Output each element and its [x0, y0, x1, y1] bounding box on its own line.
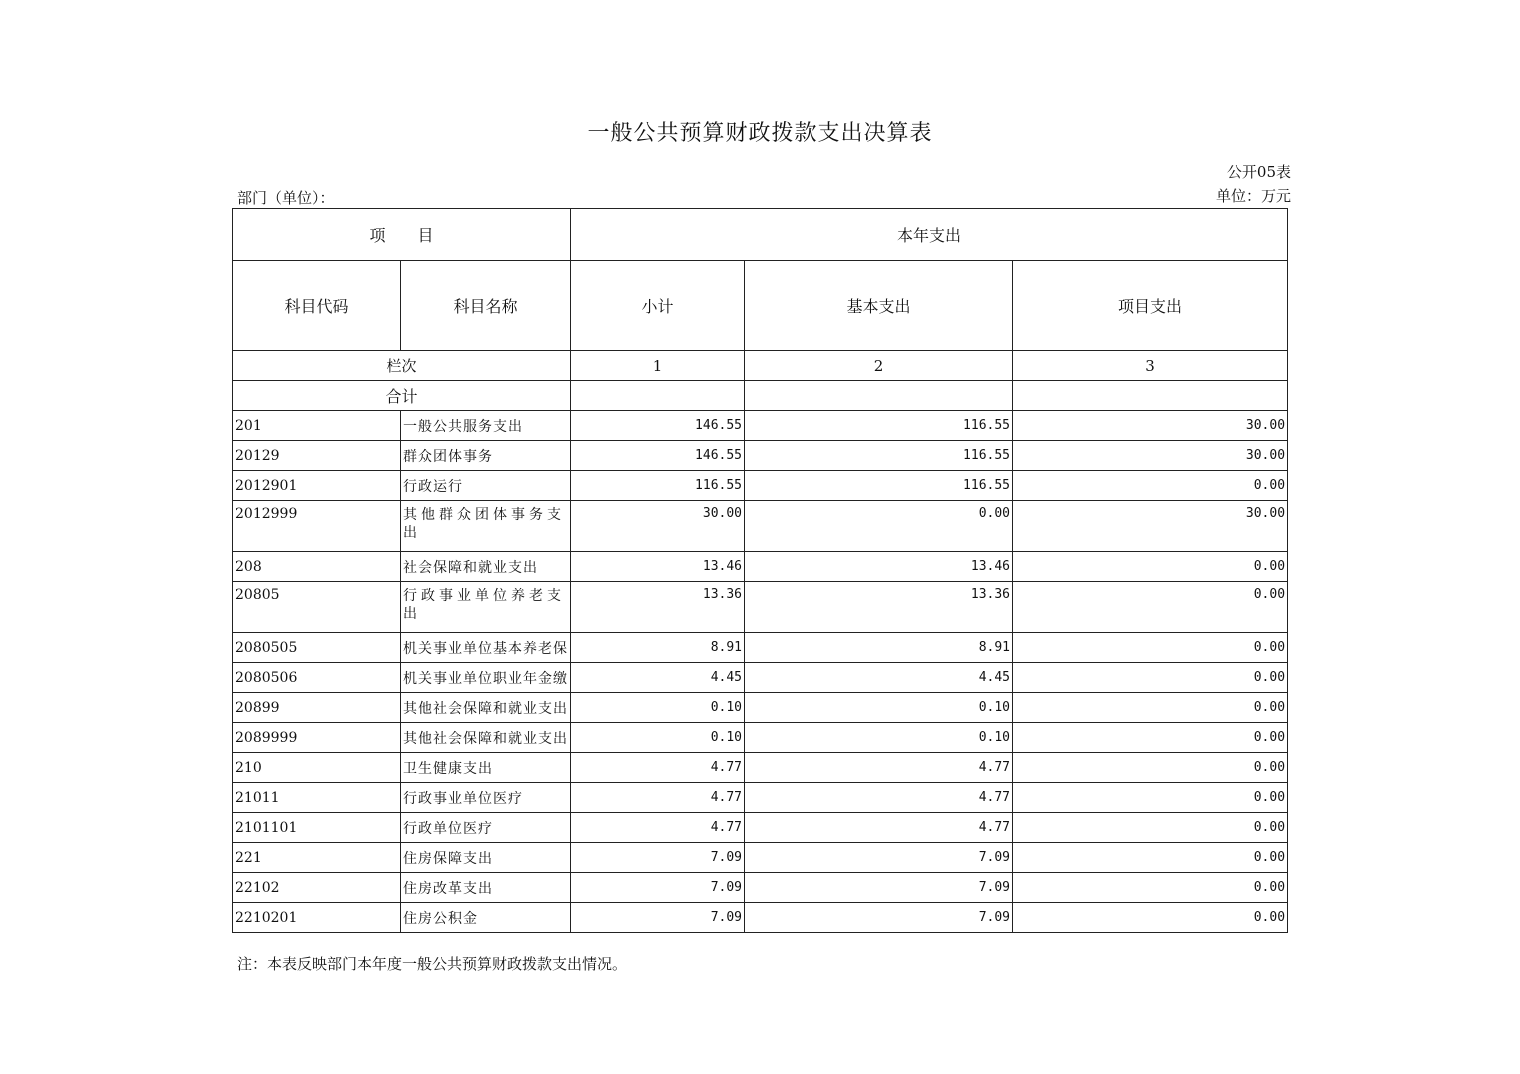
index-1: 1 — [571, 351, 745, 381]
row-name: 行政运行 — [401, 471, 571, 501]
row-code: 2210201 — [233, 903, 401, 933]
row-basic: 4.77 — [745, 753, 1013, 783]
row-code: 2012901 — [233, 471, 401, 501]
row-code: 22102 — [233, 873, 401, 903]
header-project-expense: 项目支出 — [1013, 261, 1288, 351]
row-project: 0.00 — [1013, 552, 1288, 582]
row-project: 0.00 — [1013, 723, 1288, 753]
table-row — [233, 753, 1288, 783]
row-project: 0.00 — [1013, 663, 1288, 693]
table-row — [233, 813, 1288, 843]
index-label: 栏次 — [233, 351, 571, 381]
row-code: 2080506 — [233, 663, 401, 693]
table-row — [233, 471, 1288, 501]
table-row — [233, 552, 1288, 582]
page-title: 一般公共预算财政拨款支出决算表 — [587, 121, 933, 146]
row-basic: 13.36 — [745, 582, 1013, 633]
row-name: 住房改革支出 — [401, 873, 571, 903]
row-project: 0.00 — [1013, 633, 1288, 663]
total-basic — [745, 381, 1013, 411]
row-code: 20899 — [233, 693, 401, 723]
row-basic: 7.09 — [745, 903, 1013, 933]
row-subtotal: 4.45 — [571, 663, 745, 693]
row-basic: 4.45 — [745, 663, 1013, 693]
row-name: 机关事业单位职业年金缴 — [401, 663, 571, 693]
row-name: 社会保障和就业支出 — [401, 552, 571, 582]
row-basic: 116.55 — [745, 411, 1013, 441]
table-row — [233, 501, 1288, 552]
row-code: 201 — [233, 411, 401, 441]
row-subtotal: 7.09 — [571, 873, 745, 903]
row-subtotal: 30.00 — [571, 501, 745, 552]
total-label: 合计 — [233, 381, 571, 411]
row-subtotal: 0.10 — [571, 723, 745, 753]
row-basic: 7.09 — [745, 873, 1013, 903]
table-row — [233, 633, 1288, 663]
row-project: 0.00 — [1013, 753, 1288, 783]
row-code: 20129 — [233, 441, 401, 471]
row-basic: 0.00 — [745, 501, 1013, 552]
row-code: 2012999 — [233, 501, 401, 552]
row-name: 其他社会保障和就业支出 — [401, 723, 571, 753]
header-code: 科目代码 — [233, 261, 401, 351]
row-code: 210 — [233, 753, 401, 783]
expenditure-table — [232, 208, 1288, 933]
row-code: 21011 — [233, 783, 401, 813]
total-project — [1013, 381, 1288, 411]
table-row — [233, 663, 1288, 693]
row-name: 机关事业单位基本养老保 — [401, 633, 571, 663]
row-basic: 116.55 — [745, 441, 1013, 471]
table-row — [233, 843, 1288, 873]
row-name: 行政事业单位养老支出 — [401, 582, 571, 633]
row-code: 221 — [233, 843, 401, 873]
row-basic: 116.55 — [745, 471, 1013, 501]
row-subtotal: 7.09 — [571, 903, 745, 933]
total-row — [233, 381, 1288, 411]
row-name: 一般公共服务支出 — [401, 411, 571, 441]
row-subtotal: 13.36 — [571, 582, 745, 633]
row-code: 2089999 — [233, 723, 401, 753]
row-subtotal: 0.10 — [571, 693, 745, 723]
row-project: 0.00 — [1013, 903, 1288, 933]
row-name: 住房保障支出 — [401, 843, 571, 873]
row-subtotal: 146.55 — [571, 441, 745, 471]
header-project: 项 目 — [233, 209, 571, 261]
header-row-2 — [233, 261, 1288, 351]
row-project: 0.00 — [1013, 783, 1288, 813]
row-code: 208 — [233, 552, 401, 582]
row-basic: 13.46 — [745, 552, 1013, 582]
header-basic: 基本支出 — [745, 261, 1013, 351]
total-subtotal — [571, 381, 745, 411]
table-row — [233, 723, 1288, 753]
row-basic: 0.10 — [745, 723, 1013, 753]
header-current-year: 本年支出 — [571, 209, 1288, 261]
table-row — [233, 873, 1288, 903]
row-basic: 4.77 — [745, 783, 1013, 813]
table-row — [233, 582, 1288, 633]
unit-label: 单位：万元 — [1215, 187, 1291, 205]
index-3: 3 — [1013, 351, 1288, 381]
row-subtotal: 4.77 — [571, 783, 745, 813]
row-project: 30.00 — [1013, 441, 1288, 471]
row-subtotal: 4.77 — [571, 753, 745, 783]
row-name: 卫生健康支出 — [401, 753, 571, 783]
index-row — [233, 351, 1288, 381]
row-basic: 8.91 — [745, 633, 1013, 663]
row-subtotal: 8.91 — [571, 633, 745, 663]
row-subtotal: 116.55 — [571, 471, 745, 501]
row-project: 0.00 — [1013, 843, 1288, 873]
table-row — [233, 411, 1288, 441]
row-subtotal: 146.55 — [571, 411, 745, 441]
row-name: 行政单位医疗 — [401, 813, 571, 843]
index-2: 2 — [745, 351, 1013, 381]
row-code: 20805 — [233, 582, 401, 633]
header-row-1 — [233, 209, 1288, 261]
row-name: 行政事业单位医疗 — [401, 783, 571, 813]
header-subtotal: 小计 — [571, 261, 745, 351]
row-code: 2080505 — [233, 633, 401, 663]
footnote: 注：本表反映部门本年度一般公共预算财政拨款支出情况。 — [237, 955, 628, 973]
row-basic: 0.10 — [745, 693, 1013, 723]
row-project: 0.00 — [1013, 693, 1288, 723]
row-basic: 7.09 — [745, 843, 1013, 873]
row-basic: 4.77 — [745, 813, 1013, 843]
row-name: 群众团体事务 — [401, 441, 571, 471]
row-project: 30.00 — [1013, 411, 1288, 441]
row-subtotal: 4.77 — [571, 813, 745, 843]
row-name: 住房公积金 — [401, 903, 571, 933]
row-project: 0.00 — [1013, 873, 1288, 903]
row-project: 0.00 — [1013, 582, 1288, 633]
header-name: 科目名称 — [401, 261, 571, 351]
row-name: 其他社会保障和就业支出 — [401, 693, 571, 723]
table-row — [233, 693, 1288, 723]
row-project: 0.00 — [1013, 813, 1288, 843]
row-project: 30.00 — [1013, 501, 1288, 552]
row-subtotal: 13.46 — [571, 552, 745, 582]
row-name: 其他群众团体事务支出 — [401, 501, 571, 552]
table-row — [233, 441, 1288, 471]
row-code: 2101101 — [233, 813, 401, 843]
table-row — [233, 783, 1288, 813]
table-row — [233, 903, 1288, 933]
department-label: 部门（单位）： — [237, 189, 335, 207]
row-project: 0.00 — [1013, 471, 1288, 501]
row-subtotal: 7.09 — [571, 843, 745, 873]
form-number: 公开05表 — [1226, 163, 1291, 181]
